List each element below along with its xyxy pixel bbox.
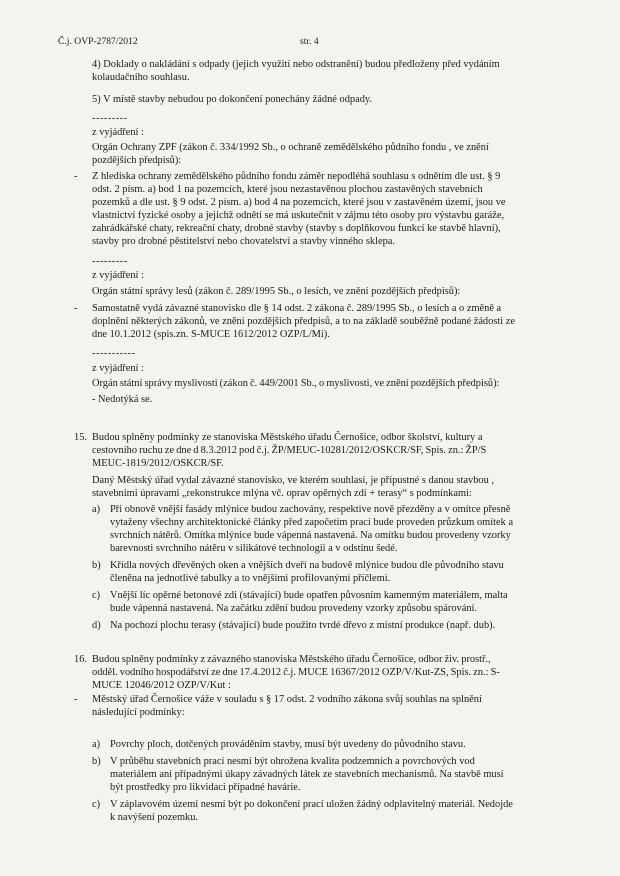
item-15-line: cestovního ruchu ze dne d 8.3.2012 pod č.j. ŽP/MEUC-10281/2012/OSKCR/SF, Spis. zn.: ŽP/S [92,445,487,456]
condition-line: Při obnově vnější fasády mlýnice budou zachovány, respektive nově přezděny a v omítce přesně [110,504,511,515]
zpf-authority-line-2: pozdějších předpisů): [92,155,182,166]
condition-line: členěna na jednotlivé tabulky a to vnějšími profilovanými příčlemi. [110,573,391,584]
statement-label: z vyjádření : [92,363,144,374]
reference-number: Č.j. OVP-2787/2012 [58,36,138,47]
forest-authority: Orgán státní správy lesů (zákon č. 289/1995 Sb., o lesích, ve znění pozdějších předpisů): [92,286,461,297]
zpf-text-line: pozemků a dle ust. § 9 odst. 2 písm. a) bod 4 na pozemcích, které jsou v zastavěném území, jsou ve [92,197,506,208]
zpf-text-line: vlastnictví fyzické osoby a jejichž odnětí se má uskutečnit v zájmu této osoby pro výstavbu garáže, [92,210,505,221]
item-4-line-1: 4) Doklady o nakládání s odpady (jejich využití nebo odstranění) budou předloženy před vydáním [92,59,500,70]
condition-line: barevnosti svrchního nátěru v silikátové technologii a v odstínu šedé. [110,543,398,554]
statement-label: z vyjádření : [92,127,144,138]
list-dash: - [74,303,78,314]
list-dash: - [74,171,78,182]
condition-line: Křídla nových dřevěných oken a vnějších dveří na budově mlýnice budou dle původního stavu [110,560,504,571]
condition-line: k navýšení pozemku. [110,812,199,823]
item-4-line-2: kolaudačního souhlasu. [92,72,190,83]
item-16-line: Budou splněny podmínky z závazného stanoviska Městského úřadu Černošice, odbor živ. prostř., [92,654,491,665]
item-5: 5) V místě stavby nebudou po dokončení ponechány žádné odpady. [92,94,373,105]
forest-text-line: Samostatně vydá závazné stanovisko dle § 14 odst. 2 zákona č. 289/1995 Sb., o lesích a o změně a [92,303,502,314]
statement-label: z vyjádření : [92,270,144,281]
item-16-number: 16. [74,654,87,665]
condition-line: Povrchy ploch, dotčených prováděním stavby, musí být uvedeny do původního stavu. [110,739,466,750]
condition-line: materiálem ani případnými úkapy závadných látek ze stavebních mechanismů. Na stavbě musí [110,769,504,780]
condition-line: vytaženy všechny architektonické články před započetím prací bude proveden průzkum omítek a [110,517,514,528]
condition-key: c) [92,590,101,601]
item-16-line: odděl. vodního hospodářství ze dne 17.4.2012 č.j. MUCE 16367/2012 OZP/V/Kut-ZS, Spis. zn.: S- [92,667,500,678]
zpf-text-line: odst. 2 písm. a) bod 1 na pozemcích, které jsou nezastavěnou plochou zastavěných stavebních [92,184,483,195]
item-15-intro: stavebními úpravami „rekonstrukce mlýna vč. oprav opěrných zdí + terasy“ s podmínkami: [92,488,472,499]
condition-key: d) [92,620,101,631]
condition-line: V záplavovém území nesmí být po dokončení prací uložen žádný odplavitelný materiál. Nedojde [110,799,513,810]
item-15-line: Budou splněny podmínky ze stanoviska Městského úřadu Černošice, odbor školství, kultury a [92,432,483,443]
hunting-note: - Nedotýká se. [92,394,153,405]
condition-key: a) [92,739,101,750]
zpf-text-line: zahrádkářské chaty, rekreační chaty, drobné stavby (stavby s doplňkovou funkcí ke stavbě hlavní), [92,223,501,234]
item-15-line: MEUC-1819/2012/OSKCR/SF. [92,458,224,469]
item-15-number: 15. [74,432,87,443]
page-number: str. 4 [300,36,319,47]
zpf-text-line: Z hlediska ochrany zemědělského půdního fondu záměr nepodléhá souhlasu s odnětím dle ust. § 9 [92,171,501,182]
separator: --------- [92,256,128,267]
condition-line: Na pochozí plochu terasy (stávající) bude použito tvrdé dřevo z místní produkce (např. dub). [110,620,496,631]
item-15-intro: Daný Městský úřad vydal závazné stanovisko, ve kterém souhlasí, je přípustné s danou stavbou , [92,475,494,486]
separator: --------- [92,113,128,124]
separator: ----------- [92,348,136,359]
condition-line: svrchních nátěrů. Omítka mlýnice bude vápenná nastavená. Na omítku budou provedeny vzorky [110,530,511,541]
item-16-intro: Městský úřad Černošice váže v souladu s § 17 odst. 2 vodního zákona svůj souhlas na splnění [92,694,482,705]
item-16-line: MUCE 12046/2012 OZP/V/Kut : [92,680,231,691]
condition-key: c) [92,799,101,810]
condition-key: b) [92,560,101,571]
condition-line: V průběhu stavebních prací nesmí být ohrožena kvalita podzemních a povrchových vod [110,756,475,767]
condition-key: b) [92,756,101,767]
condition-line: bude vápenná nastavená. Na začátku zdění budou provedeny vzorky způsobu spárování. [110,603,478,614]
forest-text-line: dne 10.1.2012 (spis.zn. S-MUCE 1612/2012 OZP/L/Mi). [92,329,330,340]
zpf-authority-line-1: Orgán Ochrany ZPF (zákon č. 334/1992 Sb., o ochraně zemědělského půdního fondu , ve znění [92,142,489,153]
item-16-intro: následující podmínky: [92,707,185,718]
forest-text-line: doplnění některých zákonů, ve znění pozdějších předpisů, a to na základě souběžně podané žádosti ze [92,316,515,327]
zpf-text-line: stavby pro drobné pěstitelství nebo chovatelství a stavby vinného sklepa. [92,236,395,247]
hunting-authority: Orgán státní správy myslivosti (zákon č. 449/2001 Sb., o myslivosti, ve znění pozdějších předpisů): [92,378,500,389]
condition-line: být prostředky pro likvidaci případné havárie. [110,782,301,793]
condition-key: a) [92,504,101,515]
list-dash: - [74,694,78,705]
condition-line: Vnější líc opěrné betonové zdi (stávající) bude opatřen půvosním kamenným materiálem, malta [110,590,508,601]
